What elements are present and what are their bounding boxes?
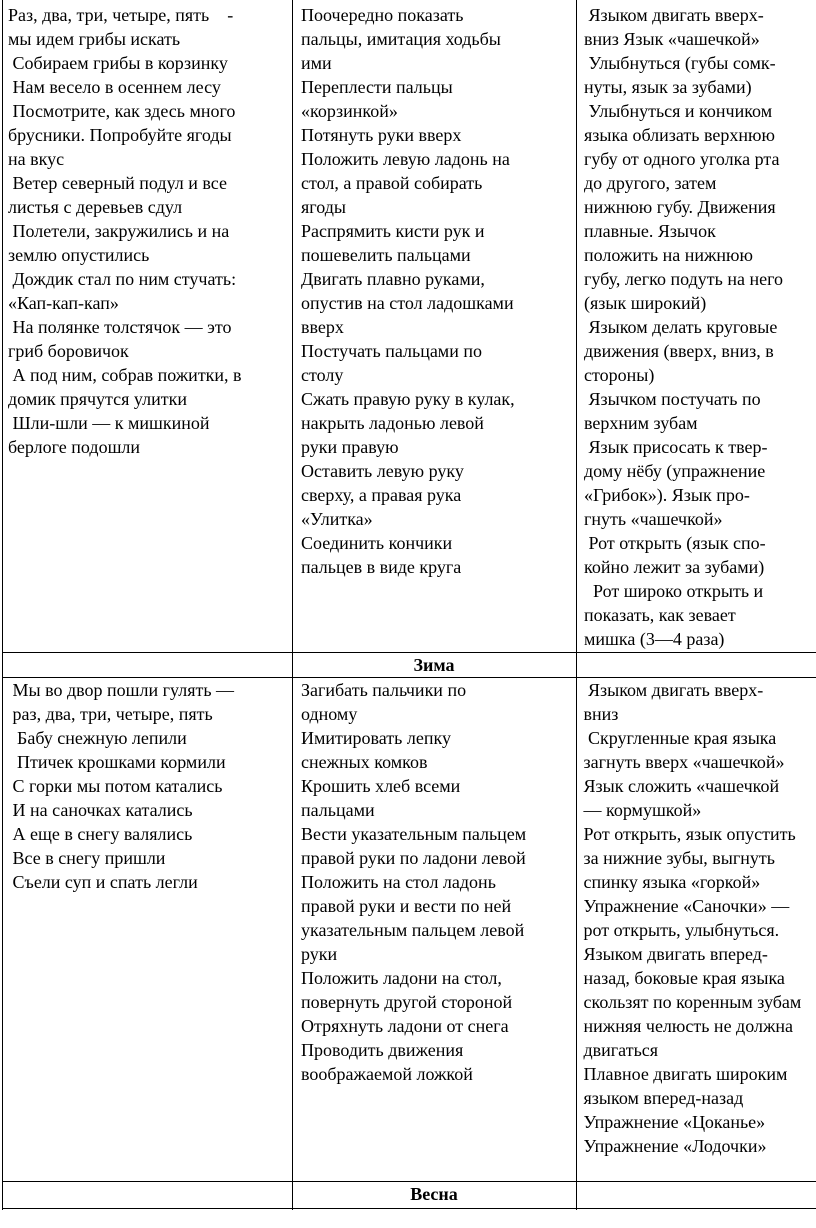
text-line: Потянуть руки вверх: [301, 125, 462, 145]
text-line: листья с деревьев сдул: [8, 197, 183, 217]
text-line: Поочередно показать: [301, 5, 464, 25]
text-line: Посмотрите, как здесь много: [8, 101, 236, 121]
text-line: движения (вверх, вниз, в: [584, 341, 774, 361]
text-line: опустив на стол ладошками: [301, 293, 514, 313]
text-line: столу: [301, 365, 344, 385]
text-line: И на саночках катались: [8, 800, 193, 820]
table-border-left: [2, 0, 3, 1210]
text-line: берлоге подошли: [8, 437, 141, 457]
table-column-divider-2: [576, 0, 577, 1210]
text-line: «корзинкой»: [301, 101, 398, 121]
text-line: пальцами: [301, 800, 375, 820]
text-line: стороны): [584, 365, 655, 385]
text-line: — кормушкой»: [579, 800, 702, 820]
text-line: руки: [301, 944, 338, 964]
text-line: вниз: [579, 704, 619, 724]
text-line: назад, боковые края языка: [579, 968, 785, 988]
text-line: показать, как зевает: [584, 605, 736, 625]
text-line: Нам весело в осеннем лесу: [8, 77, 221, 97]
text-line: койно лежит за зубами): [584, 557, 765, 577]
text-line: воображаемой ложкой: [301, 1064, 473, 1084]
text-line: Улыбнуться (губы сомк-: [584, 53, 776, 73]
text-line: ими: [301, 53, 332, 73]
text-line: Оставить левую руку: [301, 461, 464, 481]
text-line: Птичек крошками кормили: [8, 752, 226, 772]
text-line: Языком двигать вверх-: [579, 680, 764, 700]
text-line: гриб боровичок: [8, 341, 129, 361]
text-line: брусники. Попробуйте ягоды: [8, 125, 232, 145]
text-line: правой руки и вести по ней: [301, 896, 512, 916]
text-line: Имитировать лепку: [301, 728, 451, 748]
text-line: Все в снегу пришли: [8, 848, 166, 868]
text-line: Шли-шли — к мишкиной: [8, 413, 210, 433]
text-line: Постучать пальцами по: [301, 341, 482, 361]
text-line: руки правую: [301, 437, 399, 457]
text-line: снежных комков: [301, 752, 428, 772]
text-line: С горки мы потом катались: [8, 776, 223, 796]
text-line: Загибать пальчики по: [301, 680, 467, 700]
text-line: Языком двигать вверх-: [584, 5, 764, 25]
text-line: языка облизать верхнюю: [584, 125, 775, 145]
text-line: нижняя челюсть не должна: [579, 1016, 794, 1036]
text-line: нижнюю губу. Движения: [584, 197, 776, 217]
text-line: мы идем грибы искать: [8, 29, 181, 49]
text-line: Упражнение «Лодочки»: [579, 1136, 767, 1156]
text-line: Языком делать круговые: [584, 317, 778, 337]
text-line: «Грибок»). Язык про-: [584, 485, 750, 505]
text-line: мишка (3—4 раза): [584, 629, 725, 649]
text-line: Раз, два, три, четыре, пять -: [8, 5, 234, 25]
text-line: Полетели, закружились и на: [8, 221, 230, 241]
text-line: на вкус: [8, 149, 65, 169]
text-line: загнуть вверх «чашечкой»: [579, 752, 785, 772]
text-line: двигаться: [579, 1040, 659, 1060]
text-line: повернуть другой стороной: [301, 992, 513, 1012]
text-line: ягоды: [301, 197, 346, 217]
text-line: Языком двигать вперед-: [579, 944, 768, 964]
text-line: губу, легко подуть на него: [584, 269, 784, 289]
text-line: землю опустились: [8, 245, 150, 265]
text-line: Сжать правую руку в кулак,: [301, 389, 515, 409]
text-line: Скругленные края языка: [579, 728, 777, 748]
text-line: Упражнение «Саночки» —: [579, 896, 790, 916]
season-heading-winter: Зима: [413, 655, 455, 675]
text-line: вниз Язык «чашечкой»: [584, 29, 760, 49]
text-line: (язык широкий): [584, 293, 707, 313]
text-line: правой руки по ладони левой: [301, 848, 526, 868]
table-column-divider-1: [292, 0, 293, 1210]
text-line: Проводить движения: [301, 1040, 464, 1060]
text-line: Вести указательным пальцем: [301, 824, 527, 844]
text-line: А под ним, собрав пожитки, в: [8, 365, 242, 385]
autumn-movements-cell: [301, 3, 515, 579]
text-line: Съели суп и спать легли: [8, 872, 198, 892]
text-line: Положить на стол ладонь: [301, 872, 496, 892]
text-line: пальцы, имитация ходьбы: [301, 29, 501, 49]
text-line: одному: [301, 704, 358, 724]
text-line: скользят по коренным зубам: [579, 992, 802, 1012]
text-line: языком вперед-назад: [579, 1088, 744, 1108]
text-line: Рот открыть (язык спо-: [584, 533, 766, 553]
winter-articulation-cell: [579, 678, 801, 1158]
text-line: губу от одного уголка рта: [584, 149, 780, 169]
text-line: Язык присосать к твер-: [584, 437, 768, 457]
text-line: пошевелить пальцами: [301, 245, 471, 265]
text-line: Мы во двор пошли гулять —: [8, 680, 235, 700]
autumn-poem-cell: [8, 3, 242, 459]
text-line: сверху, а правая рука: [301, 485, 462, 505]
text-line: вверх: [301, 317, 344, 337]
season-heading-spring: Весна: [410, 1184, 458, 1204]
autumn-articulation-cell: [584, 3, 783, 651]
text-line: Крошить хлеб всеми: [301, 776, 461, 796]
text-line: Дождик стал по ним стучать:: [8, 269, 237, 289]
text-line: Язык сложить «чашечкой: [579, 776, 780, 796]
text-line: гнуть «чашечкой»: [584, 509, 723, 529]
text-line: Улыбнуться и кончиком: [584, 101, 773, 121]
text-line: положить на нижнюю: [584, 245, 753, 265]
text-line: нуты, язык за зубами): [584, 77, 752, 97]
text-line: Язычком постучать по: [584, 389, 761, 409]
text-line: Бабу снежную лепили: [8, 728, 187, 748]
text-line: дому нёбу (упражнение: [584, 461, 766, 481]
text-line: Отряхнуть ладони от снега: [301, 1016, 509, 1036]
text-line: Переплести пальцы: [301, 77, 453, 97]
text-line: стол, а правой собирать: [301, 173, 483, 193]
text-line: до другого, затем: [584, 173, 717, 193]
table-row-divider-spring-heading: [2, 1208, 816, 1209]
text-line: накрыть ладонью левой: [301, 413, 484, 433]
text-line: за нижние зубы, выгнуть: [579, 848, 775, 868]
text-line: спинку языка «горкой»: [579, 872, 761, 892]
text-line: пальцев в виде круга: [301, 557, 462, 577]
text-line: «Улитка»: [301, 509, 373, 529]
winter-poem-cell: [8, 678, 234, 894]
text-line: Рот открыть, язык опустить: [579, 824, 796, 844]
text-line: Упражнение «Цоканье»: [579, 1112, 766, 1132]
text-line: Ветер северный подул и все: [8, 173, 227, 193]
text-line: «Кап-кап-кап»: [8, 293, 119, 313]
text-line: Рот широко открыть и: [584, 581, 764, 601]
text-line: Соединить кончики: [301, 533, 453, 553]
text-line: верхним зубам: [584, 413, 698, 433]
text-line: Плавное двигать широким: [579, 1064, 788, 1084]
text-line: раз, два, три, четыре, пять: [8, 704, 213, 724]
text-line: рот открыть, улыбнуться.: [579, 920, 780, 940]
text-line: А еще в снегу валялись: [8, 824, 193, 844]
text-line: Собираем грибы в корзинку: [8, 53, 228, 73]
winter-movements-cell: [301, 678, 526, 1086]
text-line: указательным пальцем левой: [301, 920, 525, 940]
text-line: Положить левую ладонь на: [301, 149, 510, 169]
text-line: Распрямить кисти рук и: [301, 221, 485, 241]
text-line: Двигать плавно руками,: [301, 269, 485, 289]
text-line: домик прячутся улитки: [8, 389, 187, 409]
text-line: Положить ладони на стол,: [301, 968, 502, 988]
text-line: плавные. Язычок: [584, 221, 716, 241]
text-line: На полянке толстячок — это: [8, 317, 232, 337]
